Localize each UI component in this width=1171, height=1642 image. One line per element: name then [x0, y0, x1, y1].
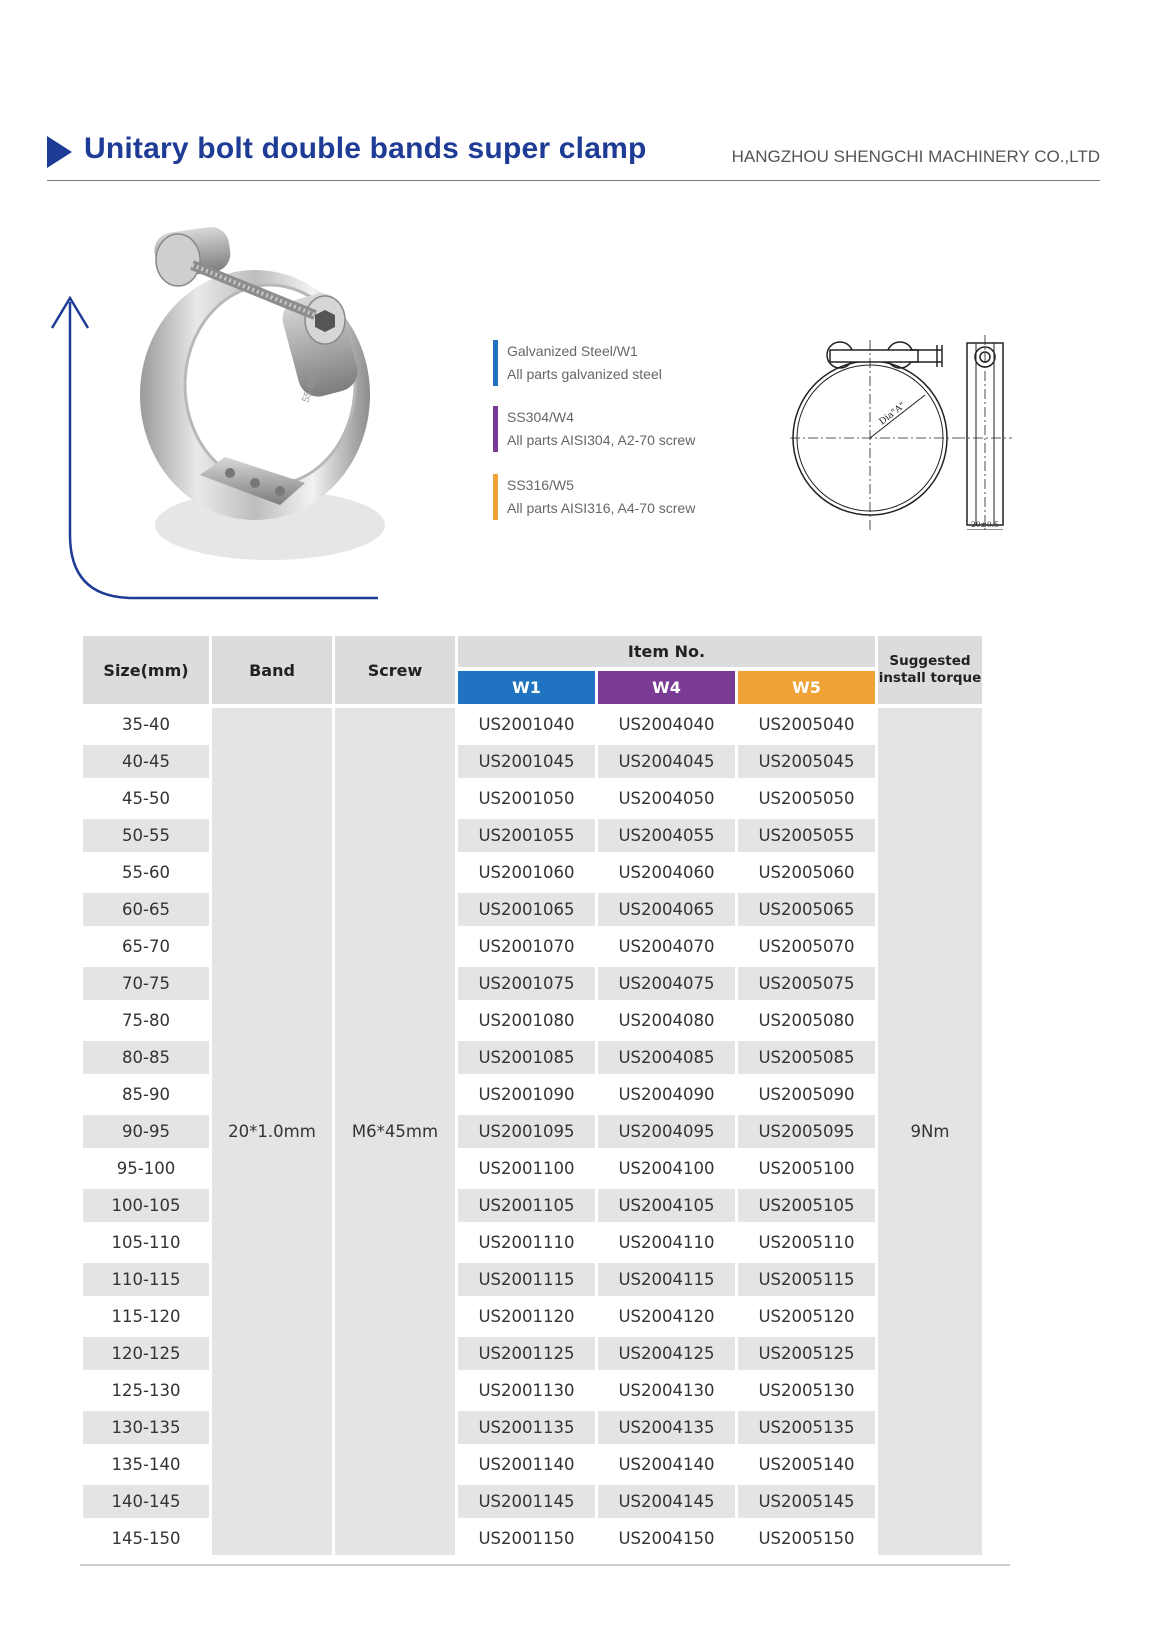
cell-size: 100-105 [83, 1189, 209, 1222]
cell-w4: US2004065 [598, 893, 735, 926]
header-torque-line2: install torque [878, 670, 982, 686]
material-description: All parts AISI316, A4-70 screw [507, 500, 696, 516]
header-screw: Screw [335, 636, 455, 704]
header-band: Band [212, 636, 332, 704]
cell-w4: US2004105 [598, 1189, 735, 1222]
cell-size: 80-85 [83, 1041, 209, 1074]
cell-w5: US2005090 [758, 1085, 855, 1104]
cell-w4: US2004080 [618, 1011, 715, 1030]
cell-w5: US2005080 [758, 1011, 855, 1030]
cell-w1: US2001065 [458, 893, 595, 926]
cell-size: 85-90 [122, 1085, 170, 1104]
cell-w5: US2005100 [758, 1159, 855, 1178]
cell-size: 70-75 [83, 967, 209, 1000]
cell-w5: US2005075 [738, 967, 875, 1000]
cell-w4: US2004070 [618, 937, 715, 956]
cell-w1: US2001100 [478, 1159, 575, 1178]
header-item-no: Item No. [458, 636, 875, 667]
cell-w1: US2001120 [478, 1307, 575, 1326]
cell-w4: US2004140 [618, 1455, 715, 1474]
material-title: Galvanized Steel/W1 [507, 343, 638, 359]
cell-size: 140-145 [83, 1485, 209, 1518]
material-ss304 [493, 406, 767, 452]
cell-w4: US2004110 [618, 1233, 715, 1252]
cell-w1: US2001115 [458, 1263, 595, 1296]
header-torque-line1: Suggested [889, 653, 971, 669]
cell-w4: US2004095 [598, 1115, 735, 1148]
cell-w1: US2001145 [458, 1485, 595, 1518]
diameter-label: Dia"A" [877, 400, 908, 428]
header-w4: W4 [598, 671, 735, 704]
cell-w4: US2004135 [598, 1411, 735, 1444]
cell-w5: US2005060 [758, 863, 855, 882]
cell-w5: US2005085 [738, 1041, 875, 1074]
cell-size: 55-60 [122, 863, 170, 882]
cell-w4: US2004120 [618, 1307, 715, 1326]
cell-w5: US2005130 [758, 1381, 855, 1400]
material-color-bar [493, 340, 498, 386]
cell-size: 90-95 [83, 1115, 209, 1148]
cell-w5: US2005145 [738, 1485, 875, 1518]
cell-w1: US2001060 [478, 863, 575, 882]
cell-w4: US2004045 [598, 745, 735, 778]
cell-size: 120-125 [83, 1337, 209, 1370]
spec-table-body [83, 708, 982, 1555]
cell-w1: US2001110 [478, 1233, 575, 1252]
cell-w1: US2001135 [458, 1411, 595, 1444]
title-triangle-icon [47, 136, 72, 168]
cell-w1: US2001150 [478, 1529, 575, 1548]
header-w5: W5 [738, 671, 875, 704]
cell-w1: US2001070 [478, 937, 575, 956]
width-dimension-label: 20±0.5 [971, 520, 999, 529]
cell-size: 50-55 [83, 819, 209, 852]
material-color-bar [493, 474, 498, 520]
material-title: SS316/W5 [507, 477, 574, 493]
cell-w4: US2004115 [598, 1263, 735, 1296]
cell-size: 95-100 [116, 1159, 176, 1178]
material-description: All parts AISI304, A2-70 screw [507, 432, 696, 448]
material-galvanized [493, 340, 767, 386]
cell-w1: US2001045 [458, 745, 595, 778]
cell-w5: US2005055 [738, 819, 875, 852]
page-title: Unitary bolt double bands super clamp [84, 132, 647, 165]
cell-w1: US2001080 [478, 1011, 575, 1030]
cell-w1: US2001140 [478, 1455, 575, 1474]
cell-size: 35-40 [122, 715, 170, 734]
cell-w5: US2005045 [738, 745, 875, 778]
cell-size: 65-70 [122, 937, 170, 956]
cell-w4: US2004085 [598, 1041, 735, 1074]
cell-w4: US2004150 [618, 1529, 715, 1548]
cell-w1: US2001040 [478, 715, 575, 734]
material-ss316 [493, 474, 767, 520]
cell-w1: US2001085 [458, 1041, 595, 1074]
cell-w4: US2004090 [618, 1085, 715, 1104]
clamp-product-image [130, 225, 390, 575]
cell-size: 130-135 [83, 1411, 209, 1444]
table-row [83, 708, 982, 741]
material-color-bar [493, 406, 498, 452]
cell-w5: US2005120 [758, 1307, 855, 1326]
clamp-stamp: 55-60 [300, 376, 320, 405]
material-title: SS304/W4 [507, 409, 574, 425]
cell-w1: US2001055 [458, 819, 595, 852]
cell-w4: US2004125 [598, 1337, 735, 1370]
cell-size: 60-65 [83, 893, 209, 926]
page-header [47, 128, 1100, 181]
cell-w1: US2001125 [458, 1337, 595, 1370]
cell-w5: US2005050 [758, 789, 855, 808]
cell-w1: US2001075 [458, 967, 595, 1000]
cell-size: 75-80 [122, 1011, 170, 1030]
cell-w4: US2004040 [618, 715, 715, 734]
company-name: HANGZHOU SHENGCHI MACHINERY CO.,LTD [731, 147, 1100, 166]
cell-w4: US2004055 [598, 819, 735, 852]
cell-w1: US2001130 [478, 1381, 575, 1400]
cell-size: 145-150 [111, 1529, 181, 1548]
cell-w5: US2005135 [738, 1411, 875, 1444]
cell-w4: US2004060 [618, 863, 715, 882]
cell-w5: US2005110 [758, 1233, 855, 1252]
cell-w5: US2005115 [738, 1263, 875, 1296]
cell-size: 125-130 [111, 1381, 181, 1400]
cell-w5: US2005105 [738, 1189, 875, 1222]
cell-size: 135-140 [111, 1455, 181, 1474]
cell-size: 115-120 [111, 1307, 181, 1326]
cell-torque: 9Nm [878, 708, 982, 1555]
cell-w5: US2005070 [758, 937, 855, 956]
cell-w1: US2001090 [478, 1085, 575, 1104]
cell-w4: US2004075 [598, 967, 735, 1000]
cell-w5: US2005125 [738, 1337, 875, 1370]
cell-w4: US2004100 [618, 1159, 715, 1178]
cell-w4: US2004145 [598, 1485, 735, 1518]
material-description: All parts galvanized steel [507, 366, 662, 382]
cell-w5: US2005095 [738, 1115, 875, 1148]
technical-drawing [790, 335, 1015, 530]
table-bottom-rule [80, 1564, 1010, 1566]
cell-size: 110-115 [83, 1263, 209, 1296]
cell-size: 45-50 [122, 789, 170, 808]
header-size: Size(mm) [83, 636, 209, 704]
cell-w1: US2001095 [458, 1115, 595, 1148]
header-torque [878, 636, 982, 704]
cell-screw: M6*45mm [335, 708, 455, 1555]
spec-table [80, 632, 985, 1559]
cell-w4: US2004050 [618, 789, 715, 808]
header-w1: W1 [458, 671, 595, 704]
cell-w5: US2005140 [758, 1455, 855, 1474]
cell-w1: US2001050 [478, 789, 575, 808]
cell-size: 105-110 [111, 1233, 181, 1252]
cell-w5: US2005065 [738, 893, 875, 926]
cell-size: 40-45 [83, 745, 209, 778]
cell-band: 20*1.0mm [212, 708, 332, 1555]
cell-w5: US2005150 [758, 1529, 855, 1548]
cell-w4: US2004130 [618, 1381, 715, 1400]
cell-w5: US2005040 [758, 715, 855, 734]
cell-w1: US2001105 [458, 1189, 595, 1222]
